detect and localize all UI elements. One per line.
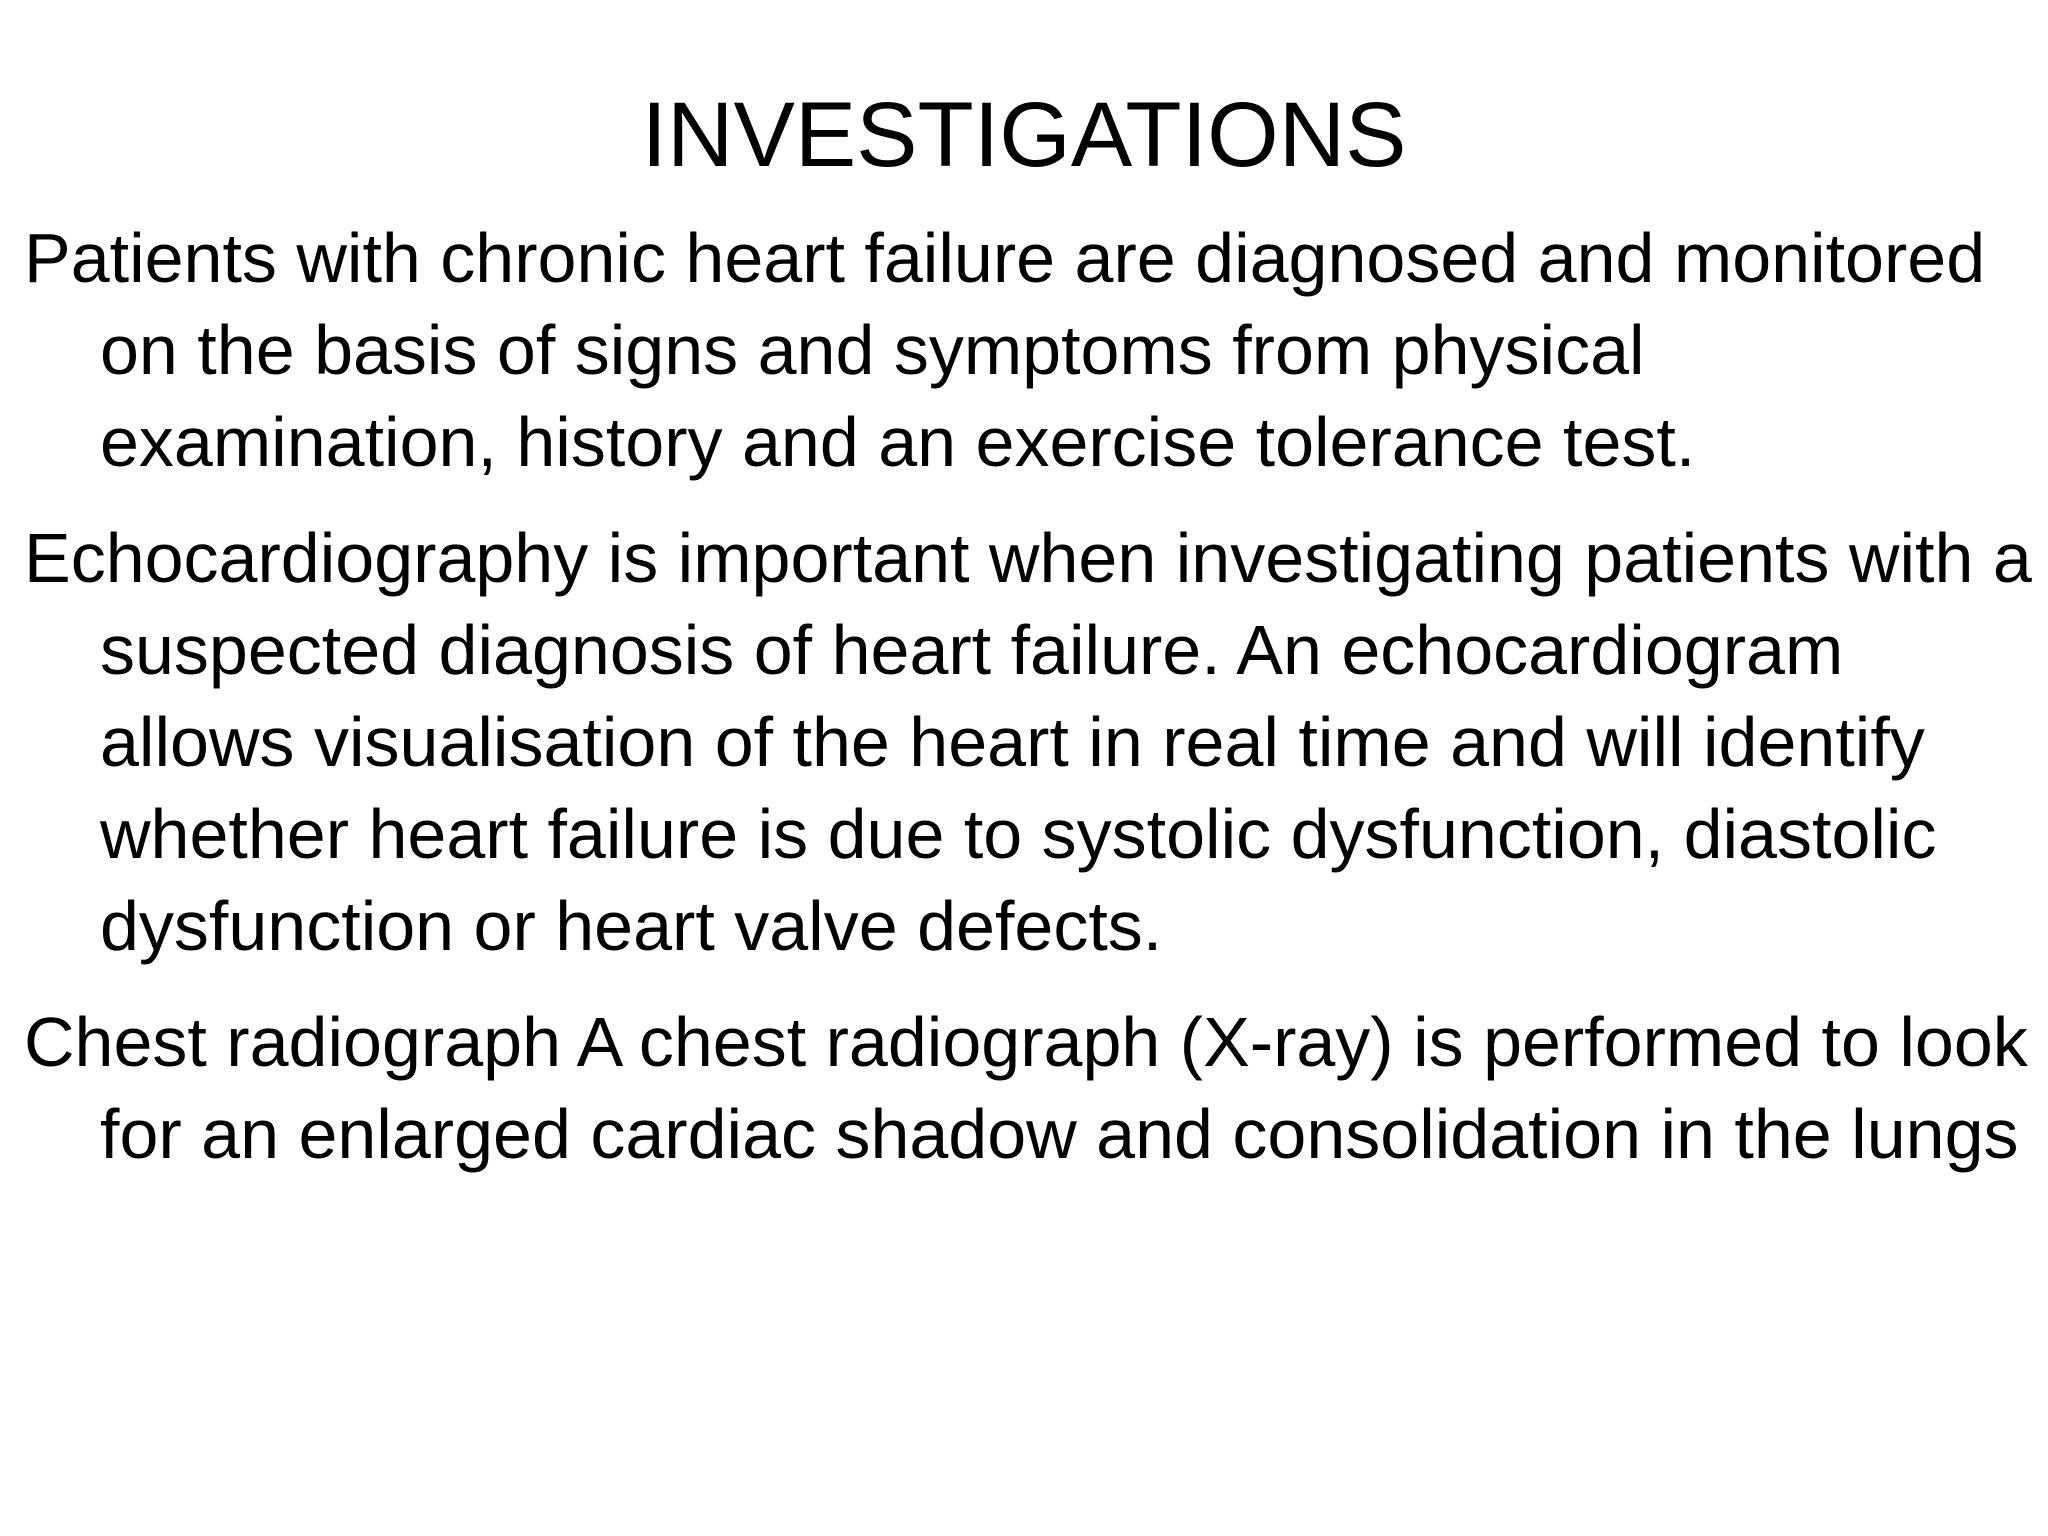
slide-body	[24, 212, 2034, 1204]
paragraph-chest-radiograph: Chest radiograph A chest radiograph (X-ray) is performed to look for an enlarged cardiac shadow and consolidation in the lungs	[24, 1003, 2028, 1173]
paragraph-chronic-heart-failure: Patients with chronic heart failure are diagnosed and monitored on the basis of signs and symptoms from physical examination, history and an exercise tolerance test.	[24, 219, 1986, 481]
paragraph-echocardiography: Echocardiography is important when investigating patients with a suspected diagnosis of heart failure. An echocardiogram allows visualisation of the heart in real time and will identify whether heart failure is due to systolic dysfunction, diastolic dysfunction or heart valve defects.	[24, 519, 2032, 965]
slide-title: INVESTIGATIONS	[641, 84, 1407, 186]
